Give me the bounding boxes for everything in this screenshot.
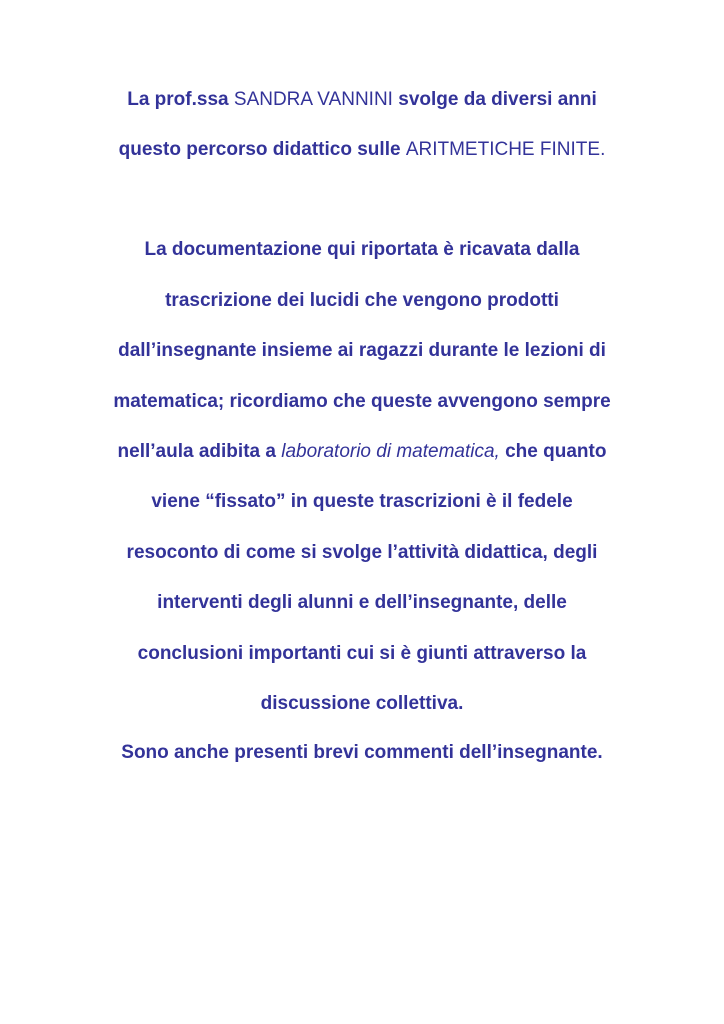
body-line-8: interventi degli alunni e dell’insegnante, delle	[157, 592, 567, 613]
intro-text: La prof.ssa	[127, 89, 234, 110]
body-line-1: La documentazione qui riportata è ricavata dalla	[144, 239, 580, 260]
intro-text: .	[600, 139, 606, 160]
intro-text: questo percorso didattico sulle	[118, 139, 406, 160]
body-text: nell’aula adibita a	[117, 441, 282, 462]
intro-line-2	[0, 138, 724, 162]
intro-text: svolge da diversi anni	[392, 89, 597, 110]
body-line-4: matematica; ricordiamo che queste avvengono sempre	[113, 391, 611, 412]
teacher-name: SANDRA VANNINI	[233, 89, 393, 110]
body-line-7: resoconto di come si svolge l’attività didattica, degli	[126, 542, 598, 563]
topic-name: ARITMETICHE FINITE	[405, 139, 601, 160]
intro-line-1	[0, 88, 724, 112]
body-text: che quanto	[499, 441, 607, 462]
body-line-5	[0, 440, 724, 464]
body-line-3: dall’insegnante insieme ai ragazzi durante le lezioni di	[118, 340, 606, 361]
body-line-6: viene “fissato” in queste trascrizioni è il fedele	[151, 491, 573, 512]
body-line-9: conclusioni importanti cui si è giunti attraverso la	[137, 643, 587, 664]
body-line-10: discussione collettiva.	[260, 693, 464, 714]
lab-name: laboratorio di matematica,	[281, 441, 500, 462]
body-line-2: trascrizione dei lucidi che vengono prodotti	[165, 290, 559, 311]
body-line-11: Sono anche presenti brevi commenti dell’insegnante.	[121, 742, 603, 763]
